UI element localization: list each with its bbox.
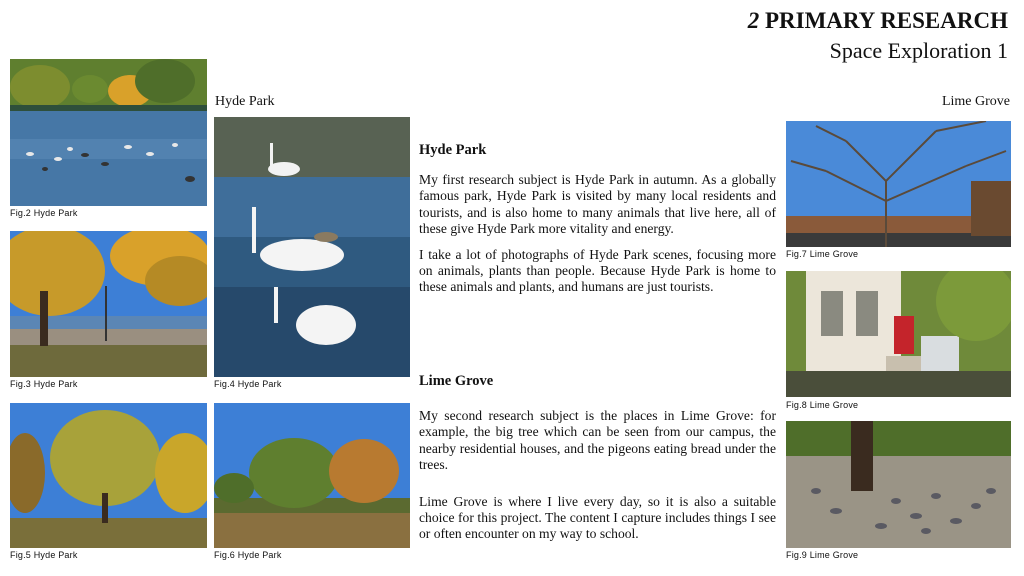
fig8-photo bbox=[786, 271, 1011, 397]
fig5-caption: Fig.5 Hyde Park bbox=[10, 550, 78, 560]
hyde-park-label: Hyde Park bbox=[215, 94, 275, 109]
hyde-park-paragraph-2: I take a lot of photographs of Hyde Park scenes, focusing more on animals, plants than people. Because Hyde Park is home to these animals and plants, and humans are just tourists. bbox=[419, 246, 776, 295]
section-title: PRIMARY RESEARCH bbox=[764, 8, 1008, 33]
lime-grove-paragraph-2: Lime Grove is where I live every day, so it is also a suitable choice for this project. The content I capture includes things I see or often encounter on my way to school. bbox=[419, 493, 776, 542]
lime-grove-text bbox=[419, 408, 776, 543]
lime-grove-label: Lime Grove bbox=[941, 94, 1010, 109]
fig7-photo bbox=[786, 121, 1011, 247]
fig2-photo bbox=[10, 59, 207, 206]
fig9-photo bbox=[786, 421, 1011, 548]
fig4-caption: Fig.4 Hyde Park bbox=[214, 379, 282, 389]
lime-grove-heading: Lime Grove bbox=[419, 373, 494, 389]
fig6-caption: Fig.6 Hyde Park bbox=[214, 550, 282, 560]
fig6-photo bbox=[214, 403, 410, 548]
section-number: 2 bbox=[747, 8, 760, 33]
fig3-photo bbox=[10, 231, 207, 377]
fig4-photo bbox=[214, 117, 410, 377]
fig2-caption: Fig.2 Hyde Park bbox=[10, 208, 78, 218]
lime-grove-paragraph-1: My second research subject is the places in Lime Grove: for example, the big tree which can be seen from our campus, the nearby residential houses, and the pigeons eating bread under the trees. bbox=[419, 408, 776, 473]
fig8-caption: Fig.8 Lime Grove bbox=[786, 400, 859, 410]
fig3-caption: Fig.3 Hyde Park bbox=[10, 379, 78, 389]
hyde-park-paragraph-1: My first research subject is Hyde Park in autumn. As a globally famous park, Hyde Park is visited by many local residents and tourists, and is also home to many animals that live here, all of these give Hyde Park more vitality and energy. bbox=[419, 172, 776, 237]
page-title bbox=[748, 8, 1008, 34]
fig5-photo bbox=[10, 403, 207, 548]
fig9-caption: Fig.9 Lime Grove bbox=[786, 550, 859, 560]
page-subtitle: Space Exploration 1 bbox=[829, 38, 1008, 63]
fig7-caption: Fig.7 Lime Grove bbox=[786, 249, 859, 259]
hyde-park-heading: Hyde Park bbox=[419, 142, 487, 158]
hyde-park-text bbox=[419, 172, 776, 296]
